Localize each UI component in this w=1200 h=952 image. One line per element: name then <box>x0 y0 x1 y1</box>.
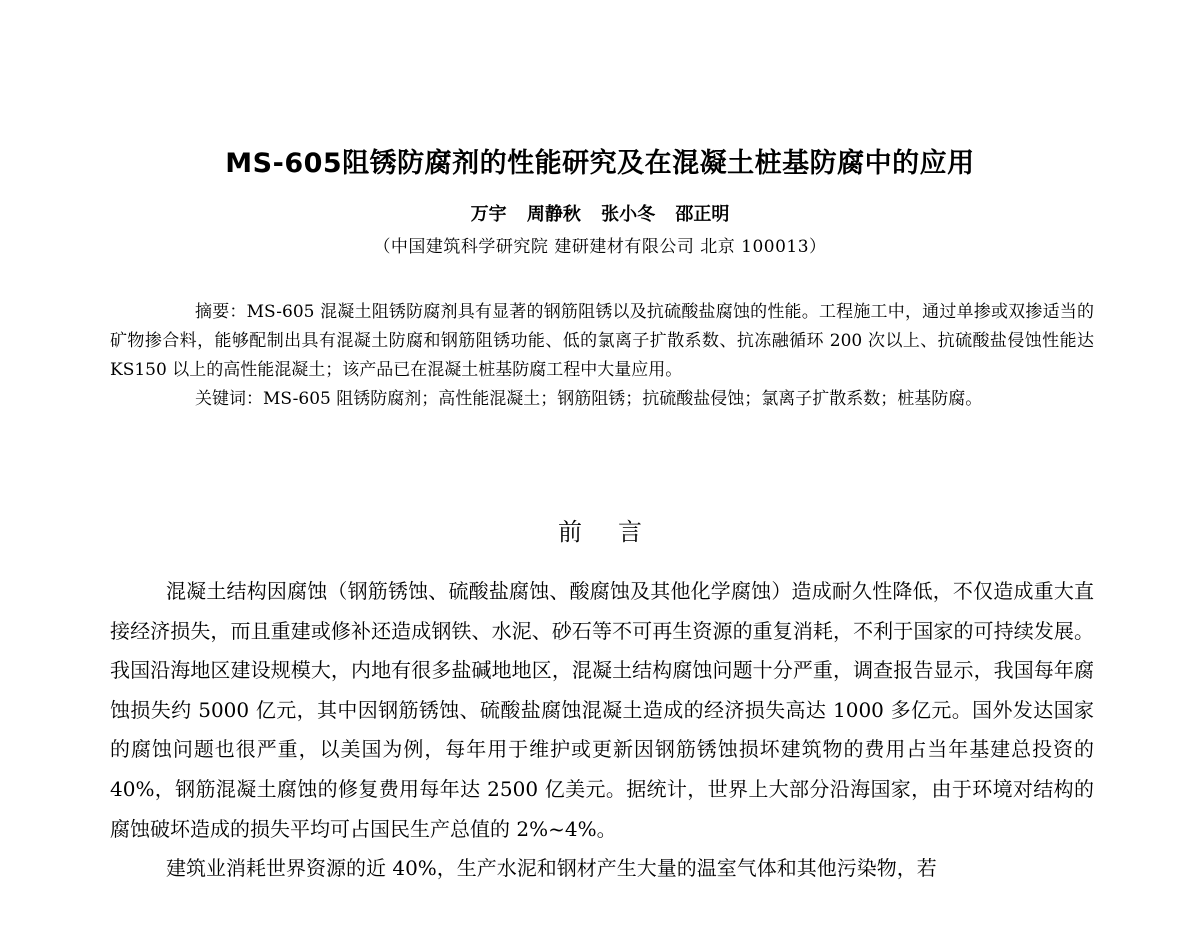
keywords-text: 关键词：MS-605 阻锈防腐剂；高性能混凝土；钢筋阻锈；抗硫酸盐侵蚀；氯离子扩散系数；桩基防腐。 <box>195 389 983 409</box>
abstract-text: 摘要：MS-605 混凝土阻锈防腐剂具有显著的钢筋阻锈以及抗硫酸盐腐蚀的性能。工程施工中，通过单掺或双掺适当的矿物掺合料，能够配制出具有混凝土防腐和钢筋阻锈功能、低的氯离子扩散系数、抗冻融循环 200 次以上、抗硫酸盐侵蚀性能达 KS150 以上的高性能混凝土；该产品已在混凝土桩基防腐工程中大量应用。 <box>110 302 1094 380</box>
paper-authors: 万宇 周静秋 张小冬 邵正明 <box>470 204 730 225</box>
section-heading-preface: 前言 <box>558 518 678 546</box>
body-paragraph-1: 混凝土结构因腐蚀（钢筋锈蚀、硫酸盐腐蚀、酸腐蚀及其他化学腐蚀）造成耐久性降低，不仅造成重大直接经济损失，而且重建或修补还造成钢铁、水泥、砂石等不可再生资源的重复消耗，不利于国家的可持续发展。我国沿海地区建设规模大，内地有很多盐碱地地区，混凝土结构腐蚀问题十分严重，调查报告显示，我国每年腐蚀损失约 5000 亿元，其中因钢筋锈蚀、硫酸盐腐蚀混凝土造成的经济损失高达 1000 多亿元。国外发达国家的腐蚀问题也很严重，以美国为例，每年用于维护或更新因钢筋锈蚀损坏建筑物的费用占当年基建总投资的 40%，钢筋混凝土腐蚀的修复费用每年达 2500 亿美元。据统计，世界上大部分沿海国家，由于环境对结构的腐蚀破坏造成的损失平均可占国民生产总值的 2%~4%。 <box>110 579 1094 841</box>
paper-affiliation: （中国建筑科学研究院 建研建材有限公司 北京 100013） <box>373 237 827 257</box>
paper-title: MS-605阻锈防腐剂的性能研究及在混凝土桩基防腐中的应用 <box>225 148 975 179</box>
body-text <box>110 572 1094 889</box>
abstract-block <box>110 298 1094 414</box>
body-paragraph-2: 建筑业消耗世界资源的近 40%，生产水泥和钢材产生大量的温室气体和其他污染物，若 <box>166 856 937 881</box>
